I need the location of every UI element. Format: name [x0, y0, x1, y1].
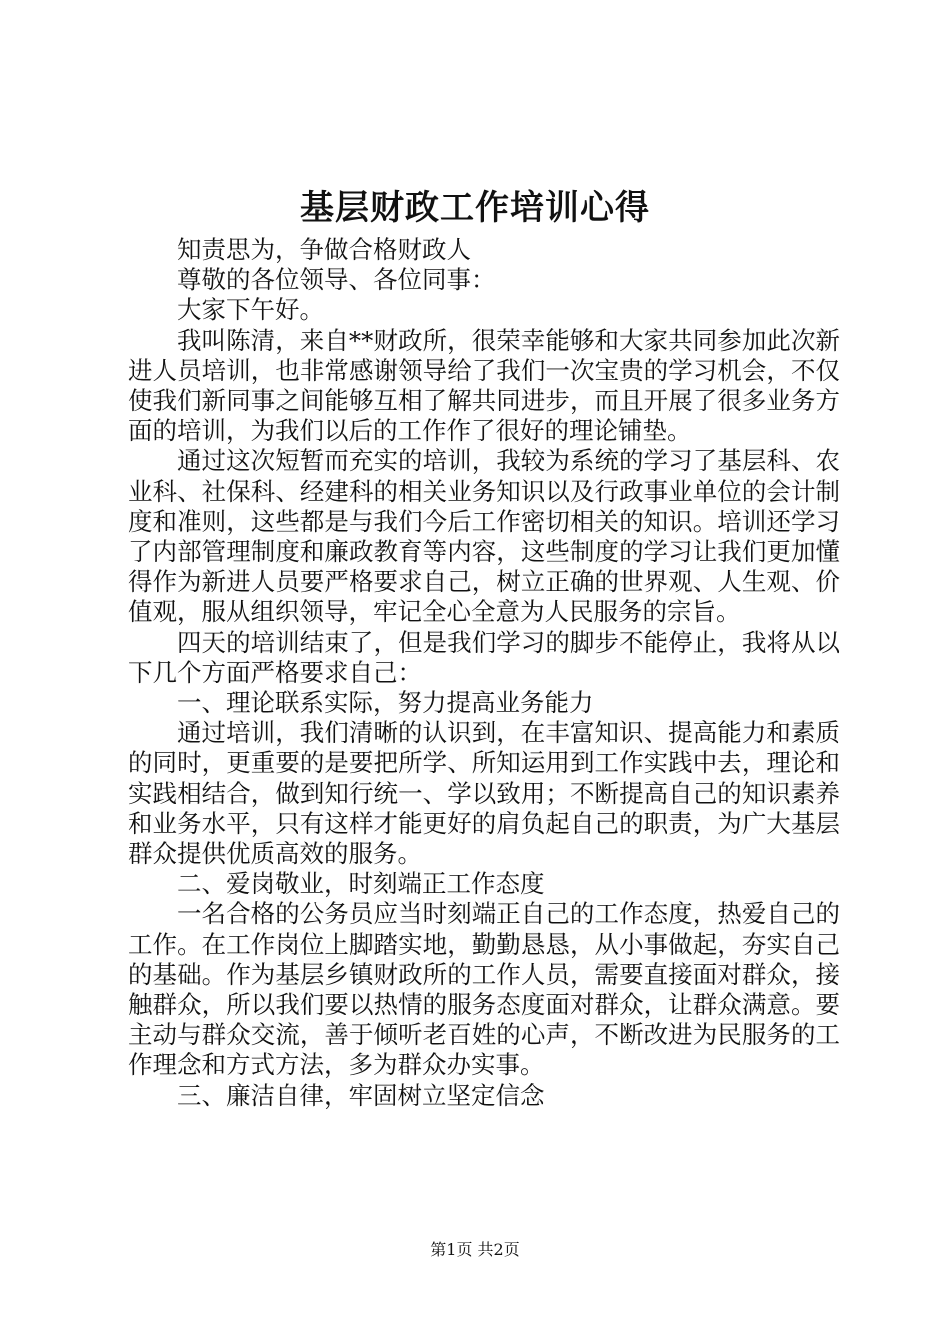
section-heading: 一、理论联系实际，努力提高业务能力: [177, 688, 594, 718]
section-heading: 三、廉洁自律，牢固树立坚定信念: [177, 1080, 545, 1110]
page-footer: 第1页 共2页: [430, 1240, 520, 1259]
body-paragraph: 通过这次短暂而充实的培训，我较为系统的学习了基层科、农业科、社保科、经建科的相关业务知识以及行政事业单位的会计制度和准则，这些都是与我们今后工作密切相关的知识。培训还学习了内部管理制度和廉政教育等内容，这些制度的学习让我们更加懂得作为新进人员要严格要求自己，树立正确的世界观、人生观、价值观，服从组织领导，牢记全心全意为人民服务的宗旨。: [128, 446, 840, 627]
body-paragraph: 通过培训，我们清晰的认识到，在丰富知识、提高能力和素质的同时，更重要的是要把所学、所知运用到工作实践中去，理论和实践相结合，做到知行统一、学以致用；不断提高自己的知识素养和业务水平，只有这样才能更好的肩负起自己的职责，为广大基层群众提供优质高效的服务。: [128, 718, 840, 869]
document-body: [128, 235, 840, 1111]
body-paragraph: 一名合格的公务员应当时刻端正自己的工作态度，热爱自己的工作。在工作岗位上脚踏实地，勤勤恳恳，从小事做起，夯实自己的基础。作为基层乡镇财政所的工作人员，需要直接面对群众，接触群众，所以我们要以热情的服务态度面对群众，让群众满意。要主动与群众交流，善于倾听老百姓的心声，不断改进为民服务的工作理念和方式方法，多为群众办实事。: [128, 899, 840, 1080]
body-paragraph: 我叫陈清，来自**财政所，很荣幸能够和大家共同参加此次新进人员培训，也非常感谢领导给了我们一次宝贵的学习机会，不仅使我们新同事之间能够互相了解共同进步，而且开展了很多业务方面的培训，为我们以后的工作作了很好的理论铺垫。: [128, 325, 840, 446]
section-heading: 二、爱岗敬业，时刻端正工作态度: [177, 869, 545, 899]
body-paragraph: 知责思为，争做合格财政人: [177, 235, 471, 264]
document-title: 基层财政工作培训心得: [300, 188, 650, 228]
body-paragraph: 大家下午好。: [177, 295, 324, 325]
body-paragraph: 尊敬的各位领导、各位同事：: [177, 265, 496, 295]
body-paragraph: 四天的培训结束了，但是我们学习的脚步不能停止，我将从以下几个方面严格要求自己：: [128, 627, 840, 687]
